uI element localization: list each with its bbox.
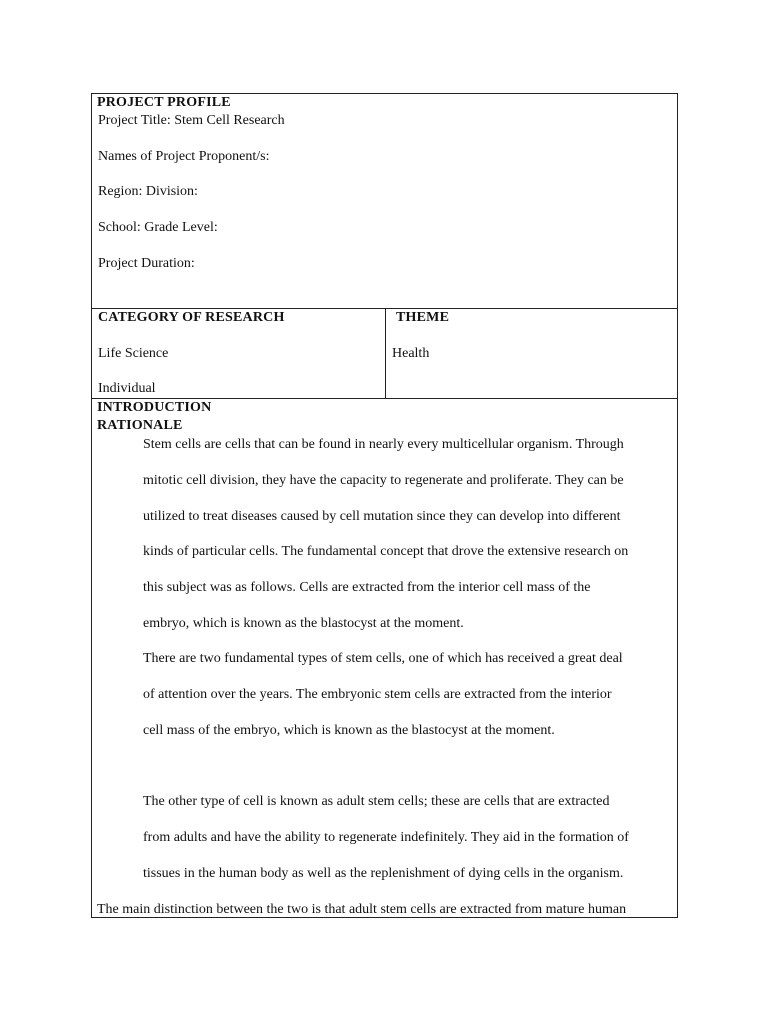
category-value-life-science: Life Science — [98, 346, 169, 361]
rationale-heading: RATIONALE — [97, 418, 183, 433]
paragraph-line: The other type of cell is known as adult stem cells; these are cells that are extracted — [143, 794, 610, 809]
paragraph-line: embryo, which is known as the blastocyst at the moment. — [143, 615, 464, 631]
proponents-line: Names of Project Proponent/s: — [98, 149, 270, 164]
project-profile-heading: PROJECT PROFILE — [97, 95, 231, 110]
paragraph-line: this subject was as follows. Cells are extracted from the interior cell mass of the — [143, 580, 591, 596]
project-duration-line: Project Duration: — [98, 256, 195, 271]
rationale-last-line: The main distinction between the two is that adult stem cells are extracted from mature human — [97, 902, 627, 917]
rationale-paragraph-1 — [143, 437, 628, 652]
theme-heading: THEME — [396, 310, 450, 325]
paragraph-line: Stem cells are cells that can be found in nearly every multicellular organism. Through — [143, 437, 624, 452]
category-value-individual: Individual — [98, 381, 156, 396]
project-title-line: Project Title: Stem Cell Research — [98, 113, 285, 128]
divider-category-introduction — [92, 398, 677, 399]
paragraph-line: tissues in the human body as well as the replenishment of dying cells in the organism. — [143, 865, 624, 881]
paragraph-line: utilized to treat diseases caused by cell mutation since they can develop into different — [143, 508, 621, 524]
paragraph-line: cell mass of the embryo, which is known as the blastocyst at the moment. — [143, 722, 555, 738]
paragraph-line: kinds of particular cells. The fundamental concept that drove the extensive research on — [143, 544, 629, 560]
rationale-paragraph-3 — [143, 794, 629, 901]
region-division-line: Region: Division: — [98, 184, 198, 199]
paragraph-line: of attention over the years. The embryonic stem cells are extracted from the interior — [143, 686, 612, 702]
paragraph-line: mitotic cell division, they have the capacity to regenerate and proliferate. They can be — [143, 472, 624, 488]
rationale-paragraph-2 — [143, 651, 623, 758]
project-profile-document — [91, 93, 678, 918]
category-heading: CATEGORY OF RESEARCH — [98, 310, 285, 325]
divider-category-theme — [385, 308, 386, 398]
theme-value: Health — [392, 346, 430, 361]
introduction-heading: INTRODUCTION — [97, 400, 212, 415]
paragraph-line: from adults and have the ability to regenerate indefinitely. They aid in the formation of — [143, 829, 629, 845]
paragraph-line: There are two fundamental types of stem cells, one of which has received a great deal — [143, 651, 623, 666]
school-grade-level-line: School: Grade Level: — [98, 220, 218, 235]
